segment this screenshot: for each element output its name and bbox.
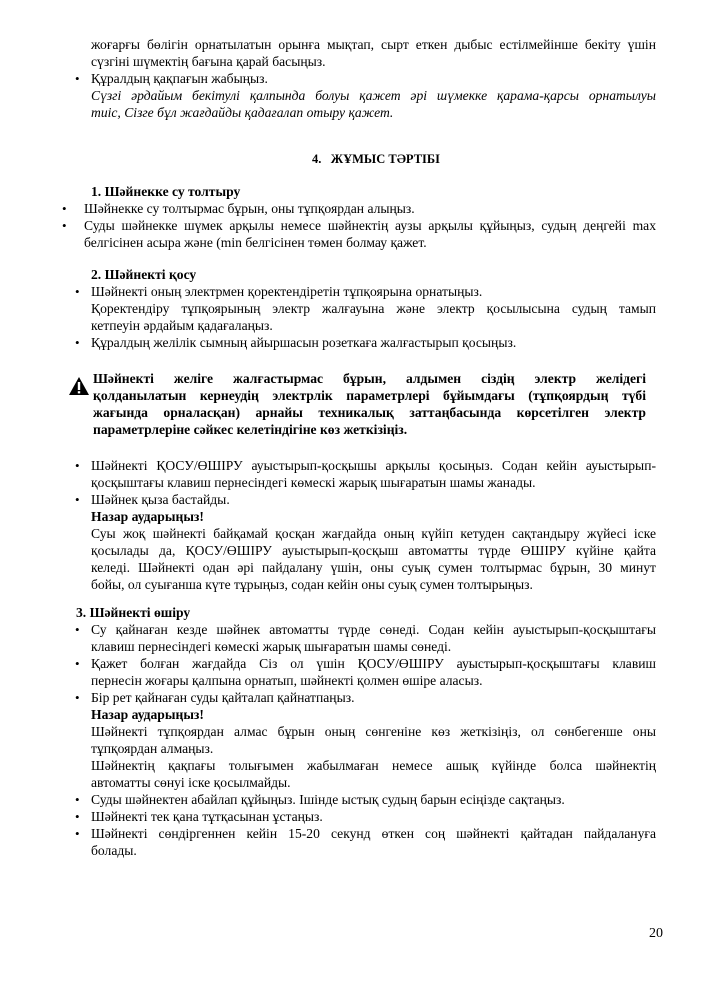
bullet-text: клавиш пернесіндегі көмескі жарық шығаратын шамы сөнеді.	[91, 639, 452, 654]
bullet: •	[75, 690, 80, 705]
bullet: •	[75, 492, 80, 507]
warning-triangle-icon	[68, 376, 90, 396]
bullet-text: Шәйнекті ҚОСУ/ӨШІРУ ауыстырып-қосқышы арқылы қосыңыз. Содан кейін ауыстырып-	[91, 458, 656, 473]
warning-text: қолданылатын кернеудің электрлік параметрлері бұйымдағы (тұпқоярдың түбі	[93, 388, 646, 403]
warning-text: жағында орналасқан) арнайы техникалық заттаңбасында көрсетілген электр	[93, 405, 646, 420]
bullet-text: Суды шәйнекке шүмек арқылы немесе шәйнектің аузы арқылы құйыңыз, судың деңгейі max	[84, 218, 656, 233]
paragraph-text: Шәйнектің қақпағы толығымен жабылмаған немесе ашық күйінде болса шәйнектің	[91, 758, 656, 773]
section-heading	[312, 151, 440, 168]
bullet-text: Құралдың қақпағын жабыңыз.	[91, 71, 268, 86]
paragraph-text: автоматты сөнуі іске қосылмайды.	[91, 775, 291, 790]
bullet: •	[75, 335, 80, 350]
bullet-text: кетпеуін әрдайым қадағалаңыз.	[91, 318, 273, 333]
paragraph-text: бойы, ол суығанша күте тұрыңыз, содан кейін оны суық сумен толтырыңыз.	[91, 577, 533, 592]
bullet-text: болады.	[91, 843, 137, 858]
paragraph-text: қосылады да, ҚОСУ/ӨШІРУ ауыстырып-қосқыш автоматты түрде ӨШІРУ күйіне қайта	[91, 543, 656, 558]
paragraph-text: тұпқоярдан алмаңыз.	[91, 741, 214, 756]
bullet-text: Суды шәйнектен абайлап құйыңыз. Ішінде ыстық судың барын есіңізде сақтаңыз.	[91, 792, 565, 807]
attention-label: Назар аударыңыз!	[91, 707, 204, 722]
bullet: •	[75, 792, 80, 807]
italic-note: Сүзгі әрдайым бекітулі қалпында болуы қажет әрі шүмекке қарама-қарсы орнатылуы	[91, 88, 656, 103]
bullet: •	[75, 622, 80, 637]
bullet: •	[75, 826, 80, 841]
bullet-text: Шәйнекке су толтырмас бұрын, оны тұпқоярдан алыңыз.	[84, 201, 415, 216]
intro-line: жоғарғы бөлігін орнатылатын орынға мықтап, сырт еткен дыбыс естілмейінше бекіту үшін	[91, 37, 656, 52]
bullet: •	[75, 284, 80, 299]
bullet-text: Су қайнаған кезде шәйнек автоматты түрде сөнеді. Содан кейін ауыстырып-қосқыштағы	[91, 622, 656, 637]
bullet-text: пернесін жоғары қалпына орнатып, шәйнекті қолмен өшіре аласыз.	[91, 673, 483, 688]
bullet-text: Шәйнекті оның электрмен қоректендіретін тұпқоярына орнатыңыз.	[91, 284, 483, 299]
warning-text: Шәйнекті желіге жалғастырмас бұрын, алдымен сіздің электр желідегі	[93, 371, 646, 386]
bullet: •	[62, 201, 67, 216]
subsection-heading: 3. Шәйнекті өшіру	[76, 605, 191, 620]
intro-line: сүзгіні шүмектің бағына қарай басыңыз.	[91, 54, 326, 69]
bullet: •	[75, 809, 80, 824]
page-number: 20	[649, 926, 663, 941]
warning-text: параметрлеріне сәйкес келетіндігіне көз жеткізіңіз.	[93, 422, 408, 437]
paragraph-text: келеді. Шәйнекті одан әрі пайдалану үшін, оны суық сумен толтырмас бұрын, 30 минут	[91, 560, 656, 575]
section-title: ЖҰМЫС ТӘРТІБІ	[330, 152, 441, 166]
bullet-text: белгісінен асыра және (min белгісінен төмен болмау қажет.	[84, 235, 427, 250]
bullet-text: Қажет болған жағдайда Сіз ол үшін ҚОСУ/ӨШІРУ ауыстырып-қосқыштағы клавиш	[91, 656, 656, 671]
bullet-text: Шәйнекті сөндіргеннен кейін 15-20 секунд өткен соң шәйнекті қайтадан пайдалануға	[91, 826, 656, 841]
bullet-text: қосқыштағы клавиш пернесіндегі көмескі жарық шығаратын шамы жанады.	[91, 475, 536, 490]
bullet-text: Бір рет қайнаған суды қайталап қайнатпаңыз.	[91, 690, 355, 705]
bullet-text: Шәйнекті тек қана тұтқасынан ұстаңыз.	[91, 809, 323, 824]
bullet-text: Құралдың желілік сымның айыршасын розеткаға жалғастырып қосыңыз.	[91, 335, 517, 350]
subsection-heading: 1. Шәйнекке су толтыру	[91, 184, 241, 199]
paragraph-text: Суы жоқ шәйнекті байқамай қосқан жағдайда оның күйіп кетуден сақтандыру жүйесі іске	[91, 526, 656, 541]
bullet: •	[75, 71, 80, 86]
bullet: •	[62, 218, 67, 233]
bullet: •	[75, 656, 80, 671]
section-number: 4.	[312, 152, 322, 166]
bullet: •	[75, 458, 80, 473]
bullet-text: Шәйнек қыза бастайды.	[91, 492, 230, 507]
paragraph-text: Шәйнекті тұпқоярдан алмас бұрын оның сөнгеніне көз жеткізіңіз, ол сөнбегенше оны	[91, 724, 656, 739]
italic-note: тиіс, Сізге бұл жағдайды қадағалап отыру қажет.	[91, 105, 394, 120]
attention-label: Назар аударыңыз!	[91, 509, 204, 524]
subsection-heading: 2. Шәйнекті қосу	[91, 267, 197, 282]
bullet-text: Қоректендіру тұпқоярының электр жалғауына және электр қосылысына судың тамып	[91, 301, 656, 316]
